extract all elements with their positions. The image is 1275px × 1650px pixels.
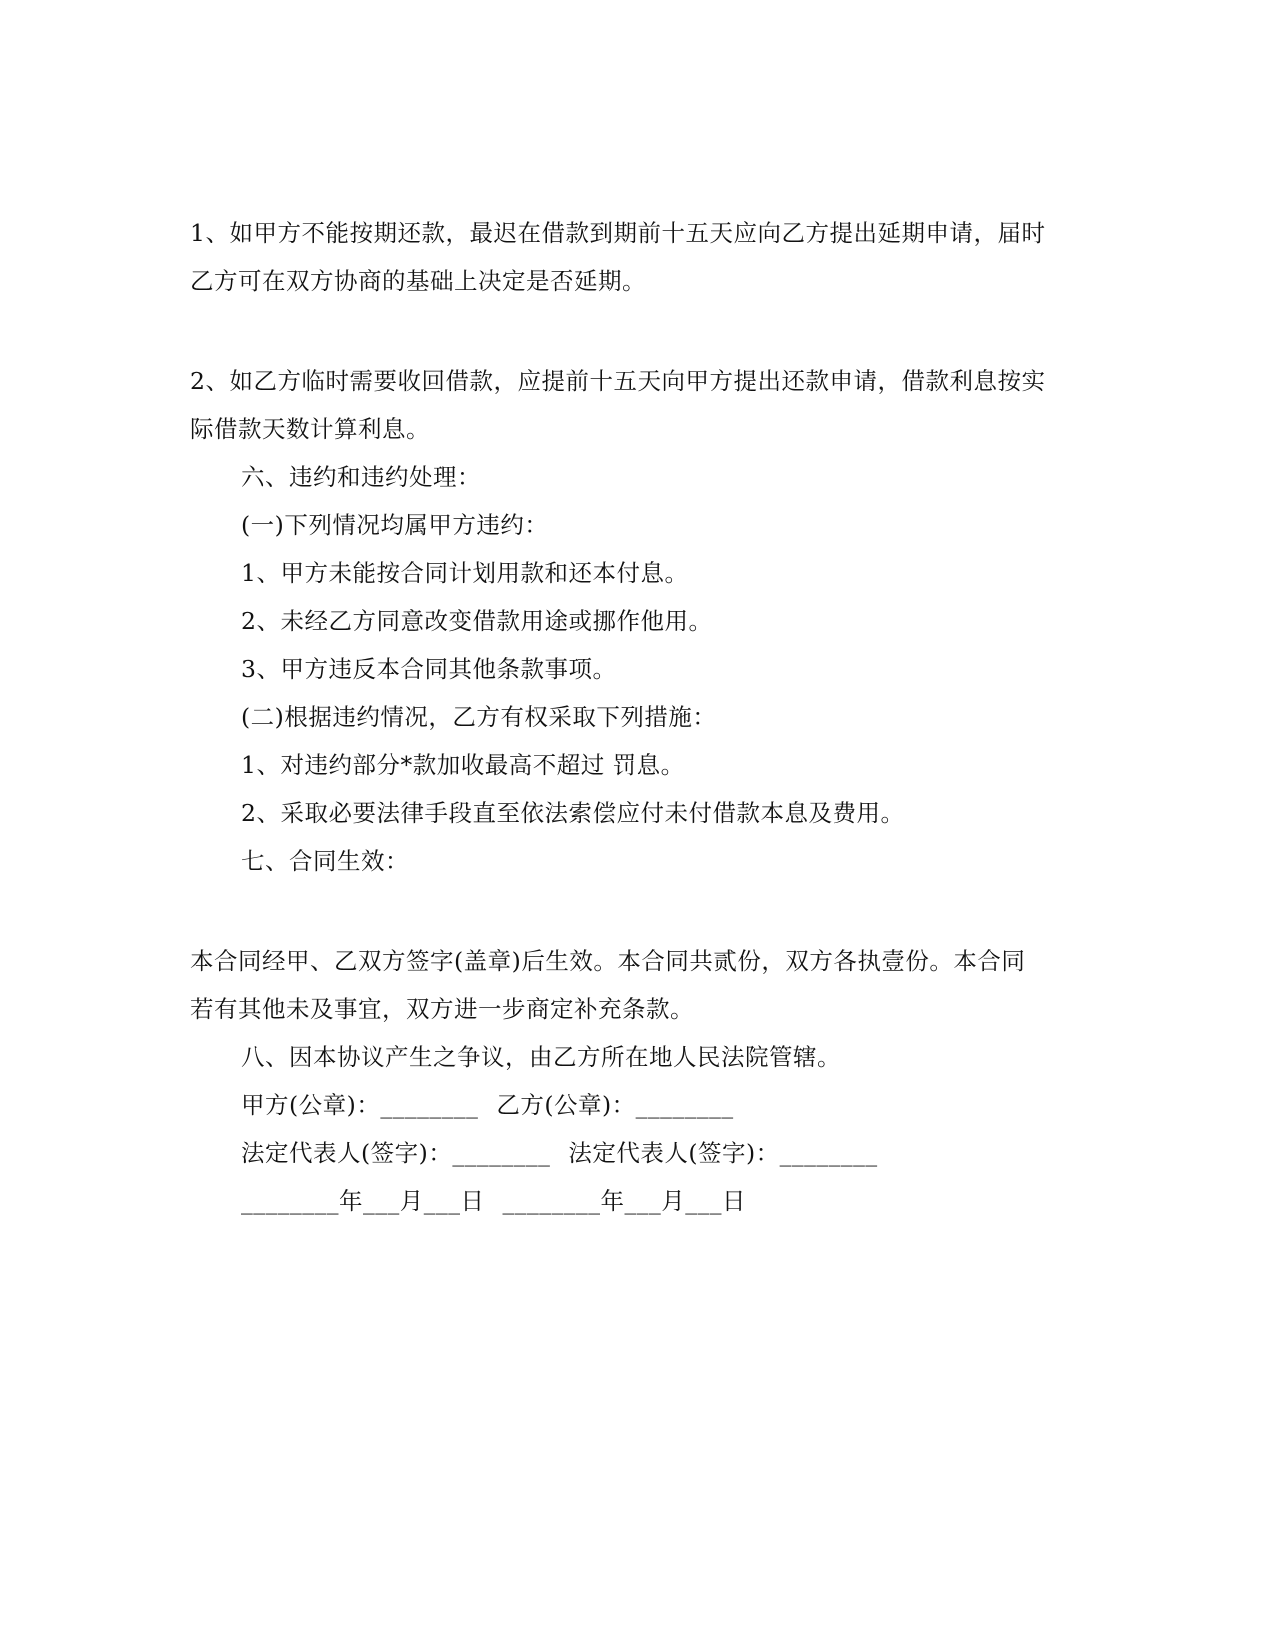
clause5-item1-line1: 1、如甲方不能按期还款，最迟在借款到期前十五天应向乙方提出延期申请，届时 [190,219,1046,247]
clause8-heading: 八、因本协议产生之争议，由乙方所在地人民法院管辖。 [241,1043,841,1071]
party-b-date-field: ________年___月___日 [502,1187,746,1215]
clause6-heading: 六、违约和违约处理： [241,463,481,491]
party-a-rep-field: 法定代表人(签字)：________ [241,1139,551,1167]
party-b-seal-field: 乙方(公章)：________ [496,1091,734,1119]
signature-date-row [241,1186,746,1216]
clause5-item1-line2: 乙方可在双方协商的基础上决定是否延期。 [190,267,646,295]
signature-seal-row [241,1090,734,1120]
clause6-sub2-item: 2、采取必要法律手段直至依法索偿应付未付借款本息及费用。 [241,799,905,827]
clause6-sub1-item: 2、未经乙方同意改变借款用途或挪作他用。 [241,607,713,635]
clause6-sub1-heading: (一)下列情况均属甲方违约： [241,511,549,539]
clause7-body-line1: 本合同经甲、乙双方签字(盖章)后生效。本合同共贰份，双方各执壹份。本合同 [190,947,1026,975]
clause5-item2-line2: 际借款天数计算利息。 [190,415,430,443]
clause6-sub2-heading: (二)根据违约情况，乙方有权采取下列措施： [241,703,717,731]
clause7-heading: 七、合同生效： [241,847,409,875]
party-a-seal-field: 甲方(公章)：________ [241,1091,479,1119]
signature-rep-row [241,1138,878,1168]
clause7-body-line2: 若有其他未及事宜，双方进一步商定补充条款。 [190,995,694,1023]
clause5-item2-line1: 2、如乙方临时需要收回借款，应提前十五天向甲方提出还款申请，借款利息按实 [190,367,1046,395]
party-a-date-field: ________年___月___日 [241,1187,485,1215]
party-b-rep-field: 法定代表人(签字)：________ [568,1139,878,1167]
clause6-sub1-item: 3、甲方违反本合同其他条款事项。 [241,655,617,683]
clause6-sub2-item: 1、对违约部分*款加收最高不超过 罚息。 [241,751,685,779]
clause6-sub1-item: 1、甲方未能按合同计划用款和还本付息。 [241,559,689,587]
